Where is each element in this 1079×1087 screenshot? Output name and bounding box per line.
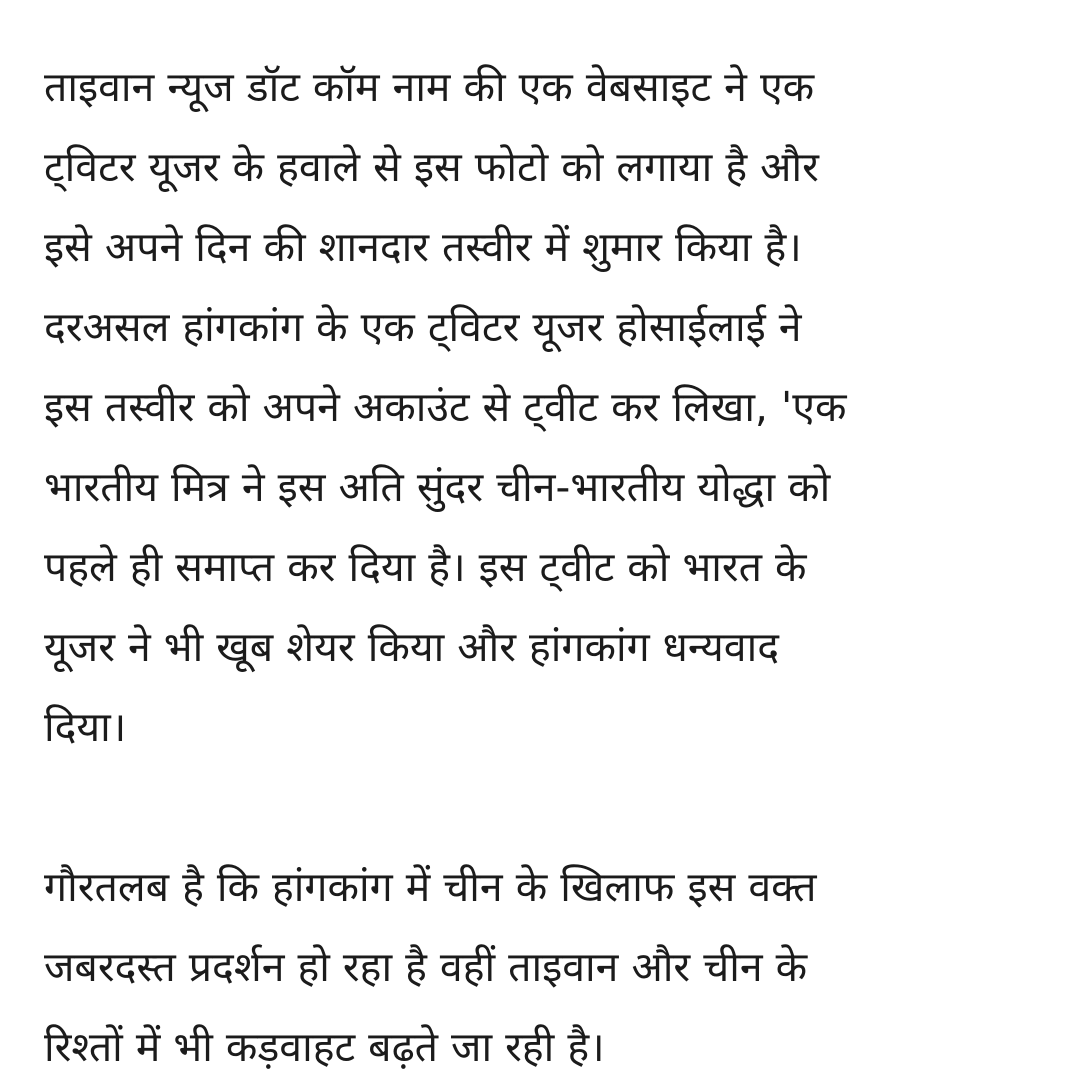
paragraph-2 [44, 847, 1054, 1087]
text-line: दिया। [44, 703, 127, 751]
text-line: ताइवान न्यूज डॉट कॉम नाम की एक वेबसाइट ने एक [44, 63, 815, 111]
text-line: यूजर ने भी खूब शेयर किया और हांगकांग धन्यवाद [44, 623, 779, 671]
text-line: भारतीय मित्र ने इस अति सुंदर चीन-भारतीय योद्धा को [44, 463, 831, 511]
paragraph-spacer [44, 767, 1054, 847]
text-line: इसे अपने दिन की शानदार तस्वीर में शुमार किया है। [44, 223, 802, 271]
paragraph-1 [44, 47, 1054, 767]
text-line: दरअसल हांगकांग के एक ट्विटर यूजर होसाईलाई ने [44, 303, 802, 351]
text-line: इस तस्वीर को अपने अकाउंट से ट्वीट कर लिखा, 'एक [44, 383, 847, 431]
text-line: जबरदस्त प्रदर्शन हो रहा है वहीं ताइवान और चीन के [44, 943, 808, 991]
text-line: पहले ही समाप्त कर दिया है। इस ट्वीट को भारत के [44, 543, 807, 591]
text-line: गौरतलब है कि हांगकांग में चीन के खिलाफ इस वक्त [44, 863, 817, 911]
text-line: ट्विटर यूजर के हवाले से इस फोटो को लगाया है और [44, 143, 819, 191]
article-body [44, 47, 1054, 1087]
text-line: रिश्तों में भी कड़वाहट बढ़ते जा रही है। [44, 1023, 605, 1071]
